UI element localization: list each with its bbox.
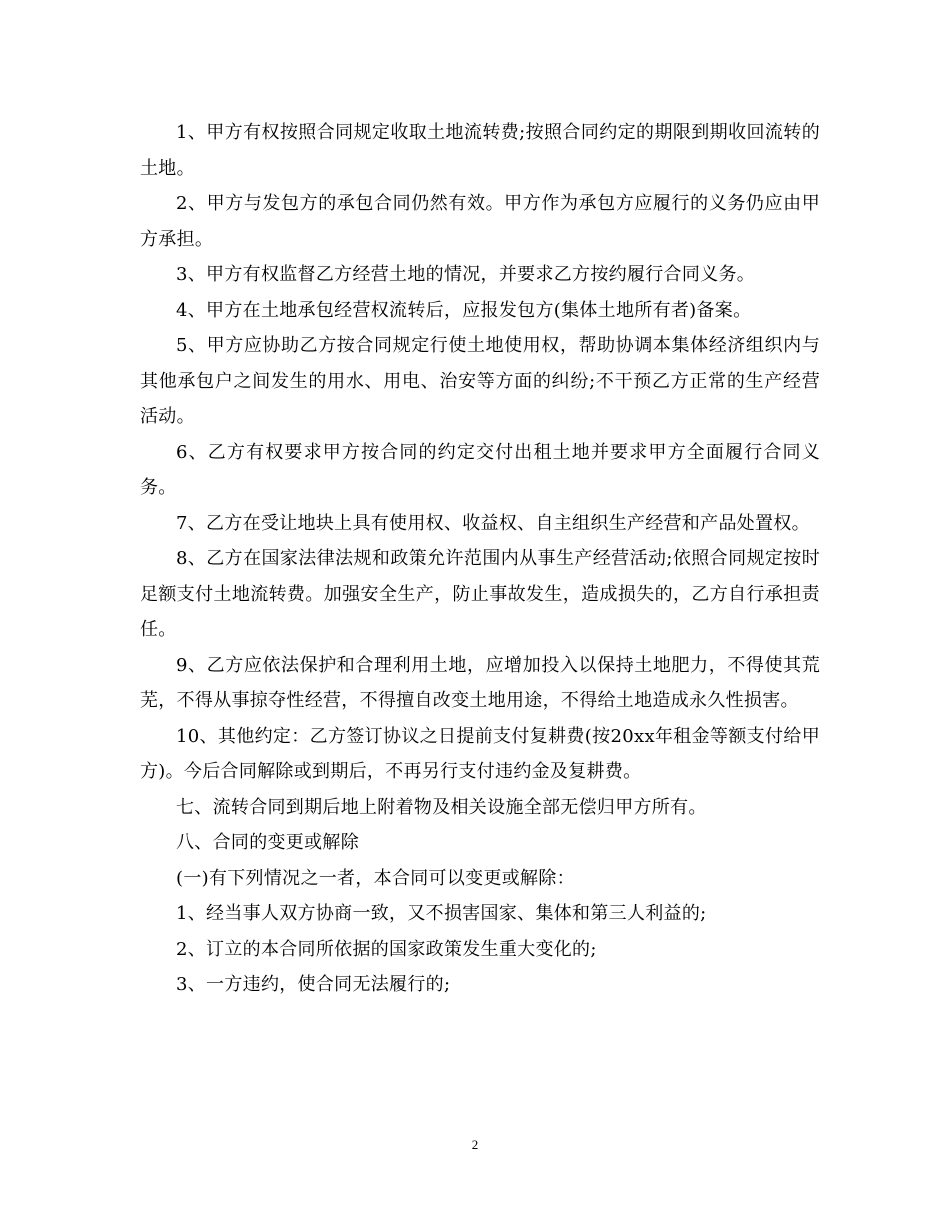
paragraph-9: 9、乙方应依法保护和合理利用土地，应增加投入以保持土地肥力，不得使其荒芜，不得从事掠夺性经营，不得擅自改变土地用途，不得给土地造成永久性损害。 <box>140 654 820 711</box>
condition-item-3: 3、一方违约，使合同无法履行的; <box>176 974 451 995</box>
condition-item-2: 2、订立的本合同所依据的国家政策发生重大变化的; <box>176 938 597 960</box>
section-eight-heading: 八、合同的变更或解除 <box>176 832 359 853</box>
subsection-one-heading: (一)有下列情况之一者，本合同可以变更或解除： <box>176 867 575 889</box>
paragraph-4: 4、甲方在土地承包经营权流转后，应报发包方(集体土地所有者)备案。 <box>176 299 752 321</box>
paragraph-5: 5、甲方应协助乙方按合同规定行使土地使用权，帮助协调本集体经济组织内与其他承包户之间发生的用水、用电、治安等方面的纠纷;不干预乙方正常的生产经营活动。 <box>140 335 820 427</box>
paragraph-1: 1、甲方有权按照合同规定收取土地流转费;按照合同约定的期限到期收回流转的土地。 <box>140 122 820 179</box>
page-number: 2 <box>471 1137 479 1152</box>
section-seven-heading: 七、流转合同到期后地上附着物及相关设施全部无偿归甲方所有。 <box>176 796 707 818</box>
paragraph-10: 10、其他约定：乙方签订协议之日提前支付复耕费(按20xx年租金等额支付给甲方)。今后合同解除或到期后，不再另行支付违约金及复耕费。 <box>140 725 820 782</box>
paragraph-7: 7、乙方在受让地块上具有使用权、收益权、自主组织生产经营和产品处置权。 <box>176 512 810 534</box>
paragraph-3: 3、甲方有权监督乙方经营土地的情况，并要求乙方按约履行合同义务。 <box>176 264 756 285</box>
paragraph-6: 6、乙方有权要求甲方按合同的约定交付出租土地并要求甲方全面履行合同义务。 <box>140 441 820 498</box>
condition-item-1: 1、经当事人双方协商一致，又不损害国家、集体和第三人利益的; <box>176 903 707 924</box>
paragraph-8: 8、乙方在国家法律法规和政策允许范围内从事生产经营活动;依照合同规定按时足额支付土地流转费。加强安全生产，防止事故发生，造成损失的，乙方自行承担责任。 <box>140 548 820 640</box>
document-body <box>140 115 820 1003</box>
paragraph-2: 2、甲方与发包方的承包合同仍然有效。甲方作为承包方应履行的义务仍应由甲方承担。 <box>140 193 820 250</box>
